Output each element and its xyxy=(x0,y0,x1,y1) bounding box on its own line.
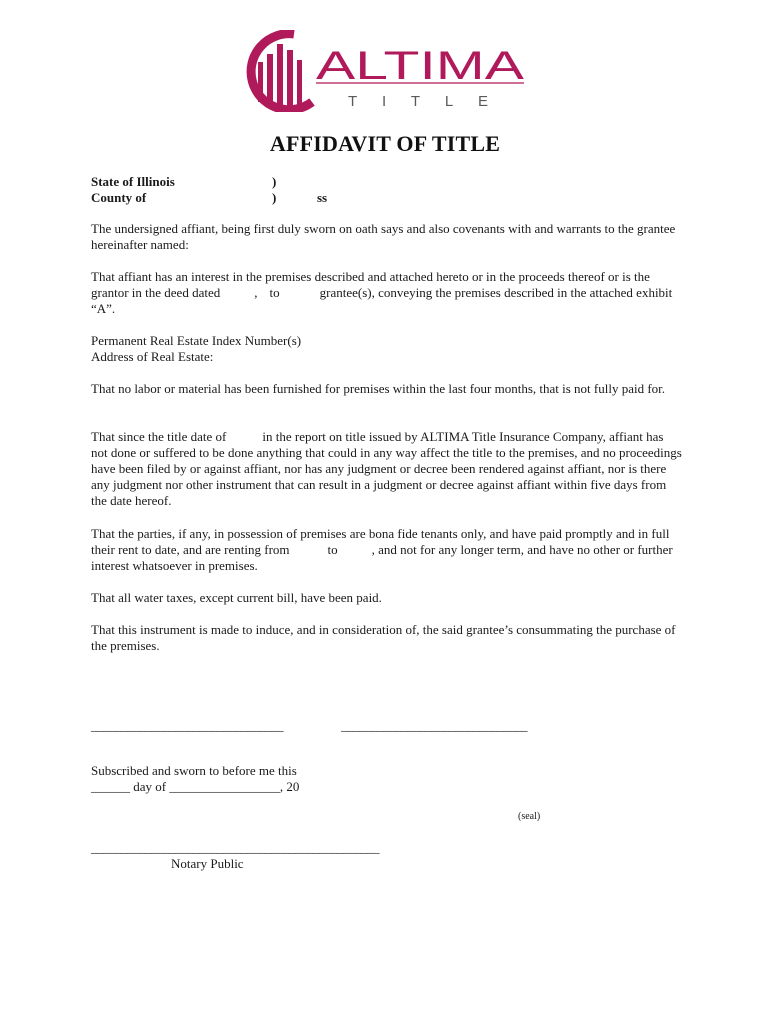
tenants-text-end: , and not for any longer term, and have no other or further interest whatsoever in premises. xyxy=(91,542,673,573)
title-date-text: That since the title date of xyxy=(91,429,227,444)
pin-label: Permanent Real Estate Index Number(s) xyxy=(91,333,302,348)
paragraph-inducement: That this instrument is made to induce, and in consideration of, the said grantee’s consummating the purchase of the premises. xyxy=(91,622,676,653)
interest-to: to xyxy=(269,285,280,300)
paragraph-oath: The undersigned affiant, being first duly sworn on oath says and also covenants with and warrants to the grantee hereinafter named: xyxy=(91,221,676,252)
notary-signature-line[interactable]: ________________________________________________ xyxy=(91,840,379,855)
paragraph-labor: That no labor or material has been furnished for premises within the last four months, that is not fully paid for. xyxy=(91,381,666,396)
logo-column xyxy=(277,44,283,106)
logo-column xyxy=(258,62,263,102)
affiant-signature-line-left[interactable]: ________________________________ xyxy=(91,718,283,733)
seal-label: (seal) xyxy=(518,811,541,822)
paragraph-pin xyxy=(91,333,683,365)
paragraph-water-taxes: That all water taxes, except current bill, have been paid. xyxy=(91,590,382,605)
paragraph-tenants xyxy=(91,526,683,574)
notary-public-label: Notary Public xyxy=(171,856,244,871)
logo-subtitle: TITLE xyxy=(348,93,488,110)
logo-column xyxy=(297,60,302,104)
affiant-signature-line-right[interactable]: _______________________________ xyxy=(341,718,527,733)
interest-comma: , xyxy=(254,285,258,300)
paragraph-title-date xyxy=(91,429,683,509)
address-label: Address of Real Estate: xyxy=(91,349,214,364)
ss-label: ss xyxy=(317,190,328,205)
altima-logo-mark xyxy=(236,30,536,112)
county-label: County of xyxy=(91,190,147,205)
venue-paren: ) xyxy=(272,174,277,189)
subscribed-text: Subscribed and sworn to before me this xyxy=(91,763,297,778)
jurat-block xyxy=(91,763,683,795)
altima-title-logo xyxy=(236,30,536,112)
title-date-text-cont: in the report on title issued by ALTIMA Title Insurance Company, affiant has not done or suffered to be done anything that could in any way affect the title to the premises, and no proceedings have been filed by or against affiant, nor has any judgment or decree been rendered against affiant, nor is there any judgment nor other instrument that can result in a judgment or decree against affiant within five days from the date hereof. xyxy=(91,429,682,508)
document-title: AFFIDAVIT OF TITLE xyxy=(269,131,501,156)
venue-paren: ) xyxy=(272,190,277,205)
day-of-line: ______ day of _________________, 20 xyxy=(91,779,300,794)
interest-text-end: grantee(s), conveying the premises described in the attached exhibit “A”. xyxy=(91,285,673,316)
logo-column xyxy=(287,50,293,106)
logo-column xyxy=(267,54,273,104)
logo-wordmark: ALTIMA xyxy=(316,44,525,88)
tenants-to: to xyxy=(327,542,338,557)
interest-text: That affiant has an interest in the premises described and attached hereto or in the proceeds thereof or is the grantor in the deed dated xyxy=(91,269,650,300)
paragraph-interest xyxy=(91,269,683,317)
state-label: State of Illinois xyxy=(91,174,175,189)
tenants-text: That the parties, if any, in possession of premises are bona fide tenants only, and have paid promptly and in full their rent to date, and are renting from xyxy=(91,526,670,557)
